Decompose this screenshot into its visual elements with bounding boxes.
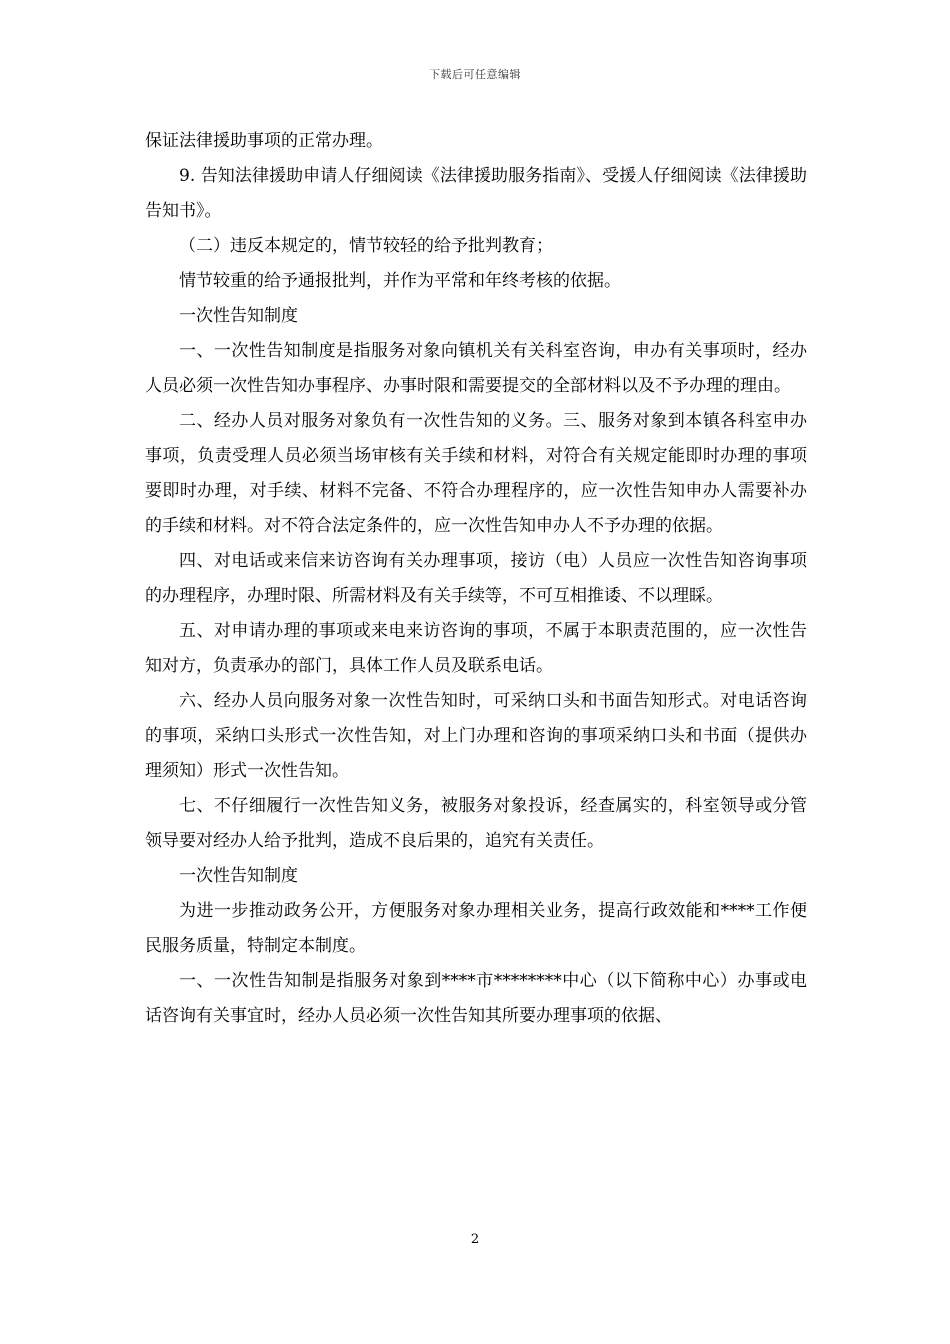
page-header: 下载后可任意编辑 — [429, 68, 521, 81]
paragraph: 六、经办人员向服务对象一次性告知时，可采纳口头和书面告知形式。对电话咨询的事项，采纳口头形式一次性告知，对上门办理和咨询的事项采纳口头和书面（提供办理须知）形式一次性告知。 — [145, 691, 807, 781]
paragraph: 五、对申请办理的事项或来电来访咨询的事项，不属于本职责范围的，应一次性告知对方，负责承办的部门，具体工作人员及联系电话。 — [145, 621, 807, 676]
document-body — [145, 124, 807, 1034]
paragraph: 四、对电话或来信来访咨询有关办理事项，接访（电）人员应一次性告知咨询事项的办理程序，办理时限、所需材料及有关手续等，不可互相推诿、不以理睬。 — [145, 551, 807, 606]
paragraph: 七、不仔细履行一次性告知义务，被服务对象投诉，经查属实的，科室领导或分管领导要对经办人给予批判，造成不良后果的，追究有关责任。 — [145, 796, 807, 851]
paragraph: 保证法律援助事项的正常办理。 — [145, 131, 383, 151]
page-number: 2 — [470, 1232, 480, 1247]
section-heading: 一次性告知制度 — [179, 306, 298, 326]
paragraph: （二）违反本规定的，情节较轻的给予批判教育； — [179, 236, 553, 256]
paragraph: 一、一次性告知制度是指服务对象向镇机关有关科室咨询，申办有关事项时，经办人员必须一次性告知办事程序、办事时限和需要提交的全部材料以及不予办理的理由。 — [145, 341, 807, 396]
paragraph: 一、一次性告知制是指服务对象到****市********中心（以下简称中心）办事或电话咨询有关事宜时，经办人员必须一次性告知其所要办理事项的依据、 — [145, 971, 807, 1026]
paragraph: 为进一步推动政务公开，方便服务对象办理相关业务，提高行政效能和****工作便民服务质量，特制定本制度。 — [145, 901, 807, 956]
paragraph: 9. 告知法律援助申请人仔细阅读《法律援助服务指南》、受援人仔细阅读《法律援助告知书》。 — [145, 166, 807, 221]
paragraph: 情节较重的给予通报批判，并作为平常和年终考核的依据。 — [179, 271, 621, 291]
paragraph: 二、经办人员对服务对象负有一次性告知的义务。三、服务对象到本镇各科室申办事项，负责受理人员必须当场审核有关手续和材料，对符合有关规定能即时办理的事项要即时办理，对手续、材料不完备、不符合办理程序的，应一次性告知申办人需要补办的手续和材料。对不符合法定条件的，应一次性告知申办人不予办理的依据。 — [145, 411, 807, 536]
section-heading: 一次性告知制度 — [179, 866, 298, 886]
